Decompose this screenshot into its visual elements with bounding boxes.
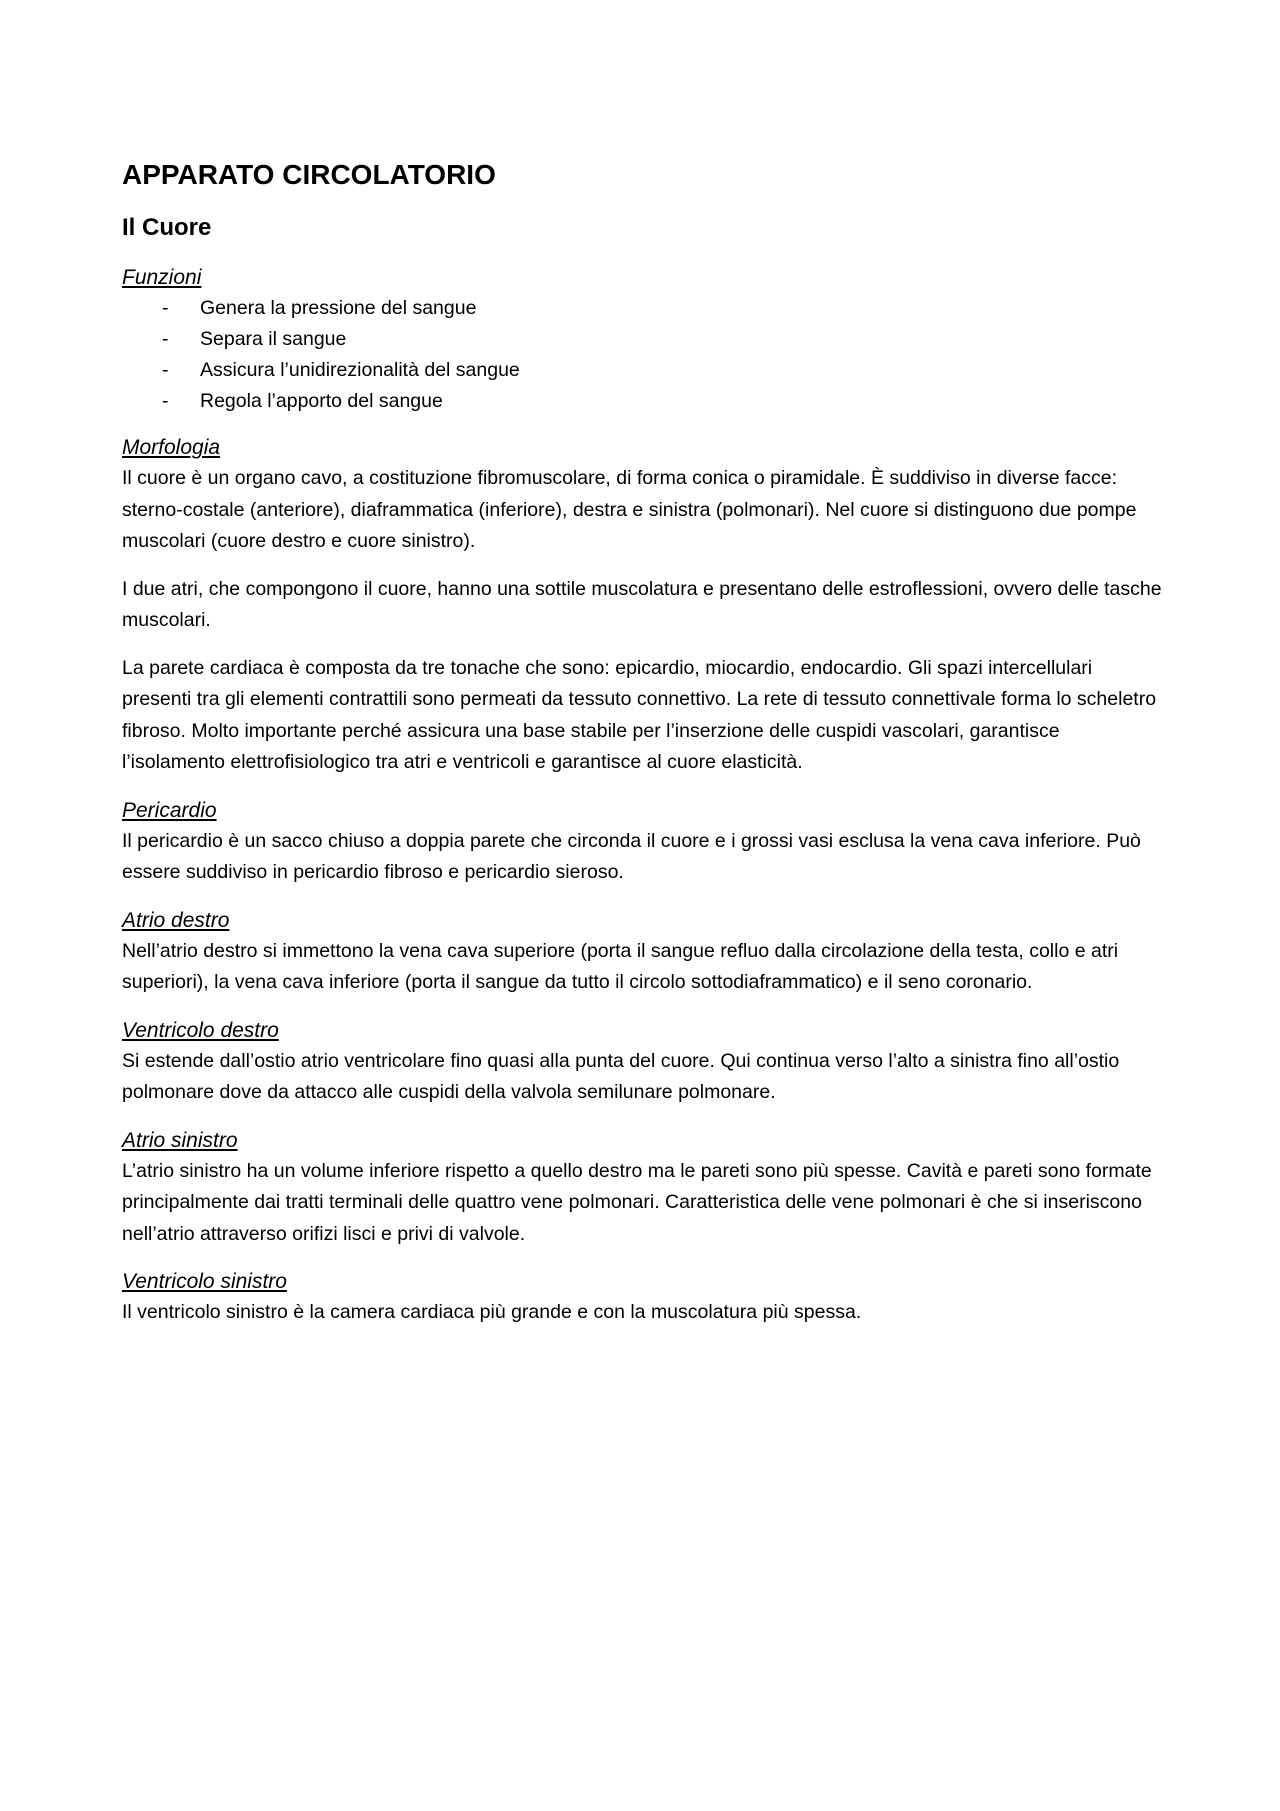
paragraph: La parete cardiaca è composta da tre tonache che sono: epicardio, miocardio, endocardio. Gli spazi intercellulari presenti tra gli elementi contrattili sono permeati da tessuto connettivo. La rete di tessuto connettivale forma lo scheletro fibroso. Molto importante perché assicura una base stabile per l’inserzione delle cuspidi vascolari, garantisce l’isolamento elettrofisiologico tra atri e ventricoli e garantisce al cuore elasticità. xyxy=(122,656,1157,774)
section-pericardio xyxy=(122,795,1162,889)
list-item-text: Regola l’apporto del sangue xyxy=(200,390,443,413)
section-morfologia xyxy=(122,432,1162,779)
list-item xyxy=(122,386,1162,417)
document-page xyxy=(122,158,1162,1345)
paragraph: Il cuore è un organo cavo, a costituzione fibromuscolare, di forma conica o piramidale. È suddiviso in diverse facce: sterno-costale (anteriore), diaframmatica (inferiore), destra e sinistra (polmonari). Nel cuore si distinguono due pompe muscolari (cuore destro e cuore sinistro). xyxy=(122,467,1137,553)
section-heading-funzioni: Funzioni xyxy=(122,266,202,290)
list-item-text: Separa il sangue xyxy=(200,328,347,351)
section-heading-ventricolo-sinistro: Ventricolo sinistro xyxy=(122,1270,287,1294)
dash-bullet-icon: - xyxy=(162,390,169,413)
list-item xyxy=(122,293,1162,324)
section-ventricolo-sinistro xyxy=(122,1266,1162,1329)
document-subtitle: Il Cuore xyxy=(122,213,212,241)
list-item xyxy=(122,324,1162,355)
funzioni-list xyxy=(122,293,1162,417)
list-item-text: Genera la pressione del sangue xyxy=(200,297,477,320)
section-funzioni xyxy=(122,262,1162,417)
list-item-text: Assicura l’unidirezionalità del sangue xyxy=(200,359,520,382)
list-item xyxy=(122,355,1162,386)
paragraph: Nell’atrio destro si immettono la vena cava superiore (porta il sangue refluo dalla circolazione della testa, collo e atri superiori), la vena cava inferiore (porta il sangue da tutto il circolo sottodiaframmatico) e il seno coronario. xyxy=(122,939,1119,994)
paragraph: Il ventricolo sinistro è la camera cardiaca più grande e con la muscolatura più spessa. xyxy=(122,1301,862,1324)
section-heading-atrio-destro: Atrio destro xyxy=(122,908,230,932)
dash-bullet-icon: - xyxy=(162,328,169,351)
section-heading-ventricolo-destro: Ventricolo destro xyxy=(122,1018,279,1042)
dash-bullet-icon: - xyxy=(162,297,169,320)
section-atrio-destro xyxy=(122,905,1162,999)
document-title: APPARATO CIRCOLATORIO xyxy=(122,159,496,190)
paragraph: Si estende dall’ostio atrio ventricolare fino quasi alla punta del cuore. Qui continua verso l’alto a sinistra fino all’ostio polmonare dove da attacco alle cuspidi della valvola semilunare polmonare. xyxy=(122,1049,1120,1104)
paragraph: L’atrio sinistro ha un volume inferiore rispetto a quello destro ma le pareti sono più spesse. Cavità e pareti sono formate principalmente dai tratti terminali delle quattro vene polmonari. Caratteristica delle vene polmonari è che si inseriscono nell’atrio attraverso orifizi lisci e privi di valvole. xyxy=(122,1159,1152,1245)
section-heading-atrio-sinistro: Atrio sinistro xyxy=(122,1128,238,1152)
section-heading-morfologia: Morfologia xyxy=(122,436,221,460)
paragraph: I due atri, che compongono il cuore, hanno una sottile muscolatura e presentano delle estroflessioni, ovvero delle tasche muscolari. xyxy=(122,577,1162,632)
section-ventricolo-destro xyxy=(122,1015,1162,1109)
section-heading-pericardio: Pericardio xyxy=(122,798,217,822)
paragraph: Il pericardio è un sacco chiuso a doppia parete che circonda il cuore e i grossi vasi esclusa la vena cava inferiore. Può essere suddiviso in pericardio fibroso e pericardio sieroso. xyxy=(122,829,1141,884)
dash-bullet-icon: - xyxy=(162,359,169,382)
section-atrio-sinistro xyxy=(122,1125,1162,1251)
